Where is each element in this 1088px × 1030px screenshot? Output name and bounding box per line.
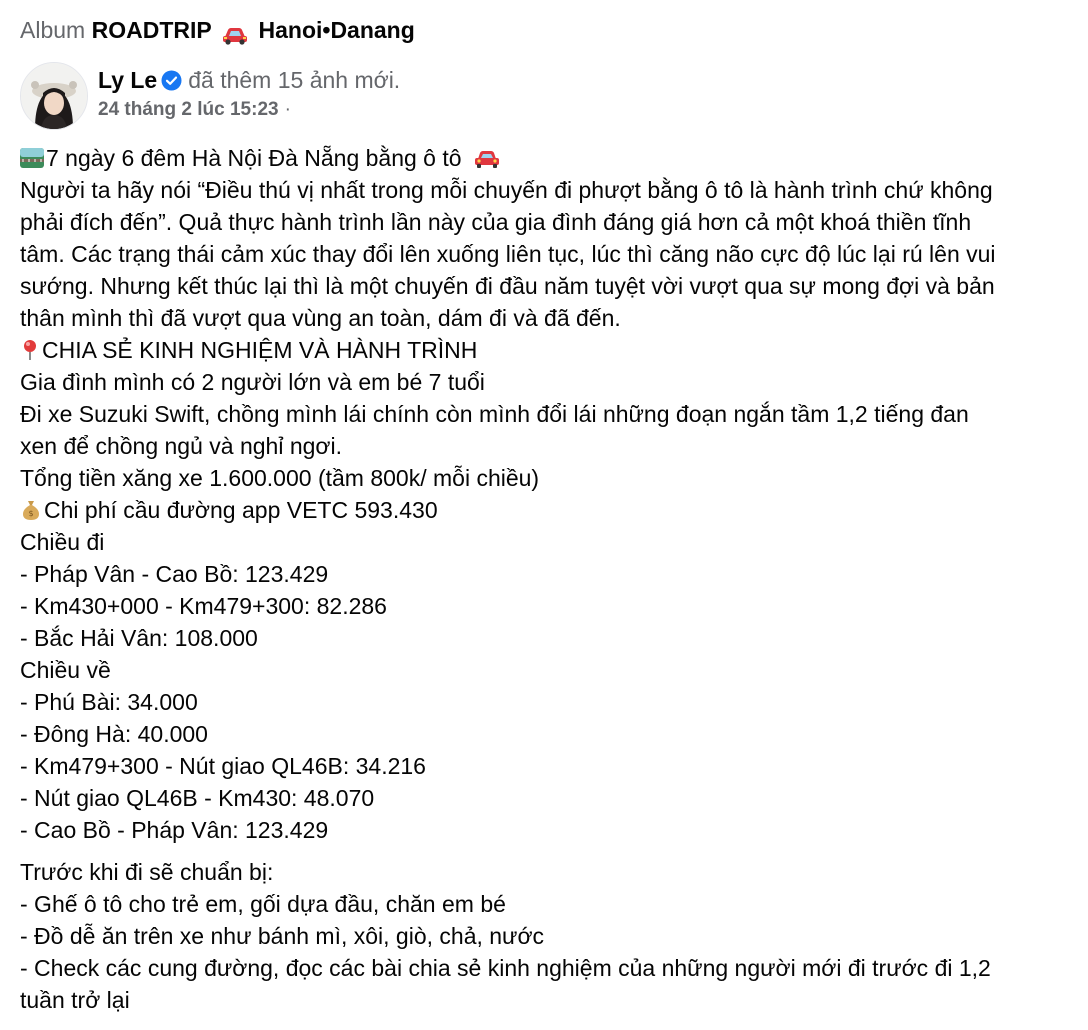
author-line	[98, 64, 400, 96]
outbound-title: Chiều đi	[20, 529, 105, 555]
avatar[interactable]	[20, 62, 88, 130]
outbound-item: - Pháp Vân - Cao Bồ: 123.429	[20, 561, 329, 587]
toll-text: Chi phí cầu đường app VETC 593.430	[44, 497, 438, 523]
album-prefix: Album	[20, 17, 86, 43]
album-header	[20, 14, 415, 46]
fuel-line: Tổng tiền xăng xe 1.600.000 (tầm 800k/ mỗi chiều)	[20, 465, 540, 491]
album-route[interactable]: Hanoi•Danang	[258, 17, 415, 43]
verified-badge-icon	[161, 67, 182, 88]
intro-line: thân mình thì đã vượt qua vùng an toàn, dám đi và đã đến.	[20, 305, 621, 331]
return-item: - Cao Bồ - Pháp Vân: 123.429	[20, 817, 329, 843]
intro-line: tâm. Các trạng thái cảm xúc thay đổi lên xuống liên tục, lúc thì căng não cực độ lúc lại rú lên vui	[20, 241, 996, 267]
outbound-item: - Km430+000 - Km479+300: 82.286	[20, 593, 387, 619]
return-item: - Phú Bài: 34.000	[20, 689, 198, 715]
car-line: Đi xe Suzuki Swift, chồng mình lái chính còn mình đổi lái những đoạn ngắn tầm 1,2 tiếng đan	[20, 401, 969, 427]
album-title[interactable]: ROADTRIP	[91, 17, 212, 43]
headline-text: 7 ngày 6 đêm Hà Nội Đà Nẵng bằng ô tô	[46, 145, 462, 171]
intro-line: sướng. Nhưng kết thúc lại thì là một chuyến đi đầu năm tuyệt vời vượt qua sự mong đợi và bản	[20, 273, 995, 299]
money-bag-icon	[20, 497, 42, 529]
prep-item: - Đồ dễ ăn trên xe như bánh mì, xôi, giò, chả, nước	[20, 923, 545, 949]
pushpin-icon	[20, 337, 40, 369]
red-car-icon	[474, 145, 500, 177]
section-heading	[20, 334, 1068, 366]
family-line: Gia đình mình có 2 người lớn và em bé 7 tuổi	[20, 369, 485, 395]
return-item: - Km479+300 - Nút giao QL46B: 34.216	[20, 753, 426, 779]
author-name[interactable]: Ly Le	[98, 67, 158, 93]
red-car-icon	[222, 21, 248, 39]
prep-title: Trước khi đi sẽ chuẩn bị:	[20, 859, 274, 885]
return-item: - Đông Hà: 40.000	[20, 721, 208, 747]
outbound-item: - Bắc Hải Vân: 108.000	[20, 625, 258, 651]
car-line: xen để chồng ngủ và nghỉ ngơi.	[20, 433, 342, 459]
prep-item: - Check các cung đường, đọc các bài chia sẻ kinh nghiệm của những người mới đi trước đi 1,2	[20, 955, 991, 981]
post-timestamp[interactable]: 24 tháng 2 lúc 15:23	[98, 99, 279, 120]
toll-line	[20, 494, 1068, 526]
post-headline	[20, 142, 1068, 174]
return-item: - Nút giao QL46B - Km430: 48.070	[20, 785, 375, 811]
intro-line: phải đích đến”. Quả thực hành trình lần này của gia đình đáng giá hơn cả một khoá thiền tĩnh	[20, 209, 972, 235]
return-title: Chiều về	[20, 657, 111, 683]
intro-line: Người ta hãy nói “Điều thú vị nhất trong mỗi chuyến đi phượt bằng ô tô là hành trình chứ không	[20, 177, 993, 203]
author-action: đã thêm 15 ảnh mới.	[188, 67, 401, 93]
section-title: CHIA SẺ KINH NGHIỆM VÀ HÀNH TRÌNH	[42, 337, 478, 363]
post-body	[20, 142, 1068, 1016]
timestamp-line	[98, 96, 291, 124]
prep-item: tuần trở lại	[20, 987, 130, 1013]
prep-item: - Ghế ô tô cho trẻ em, gối dựa đầu, chăn em bé	[20, 891, 506, 917]
railway-landscape-icon	[20, 145, 44, 177]
paragraph-gap	[20, 846, 1068, 856]
svg-text:$: $	[28, 509, 34, 518]
timestamp-dot: ·	[284, 99, 291, 120]
